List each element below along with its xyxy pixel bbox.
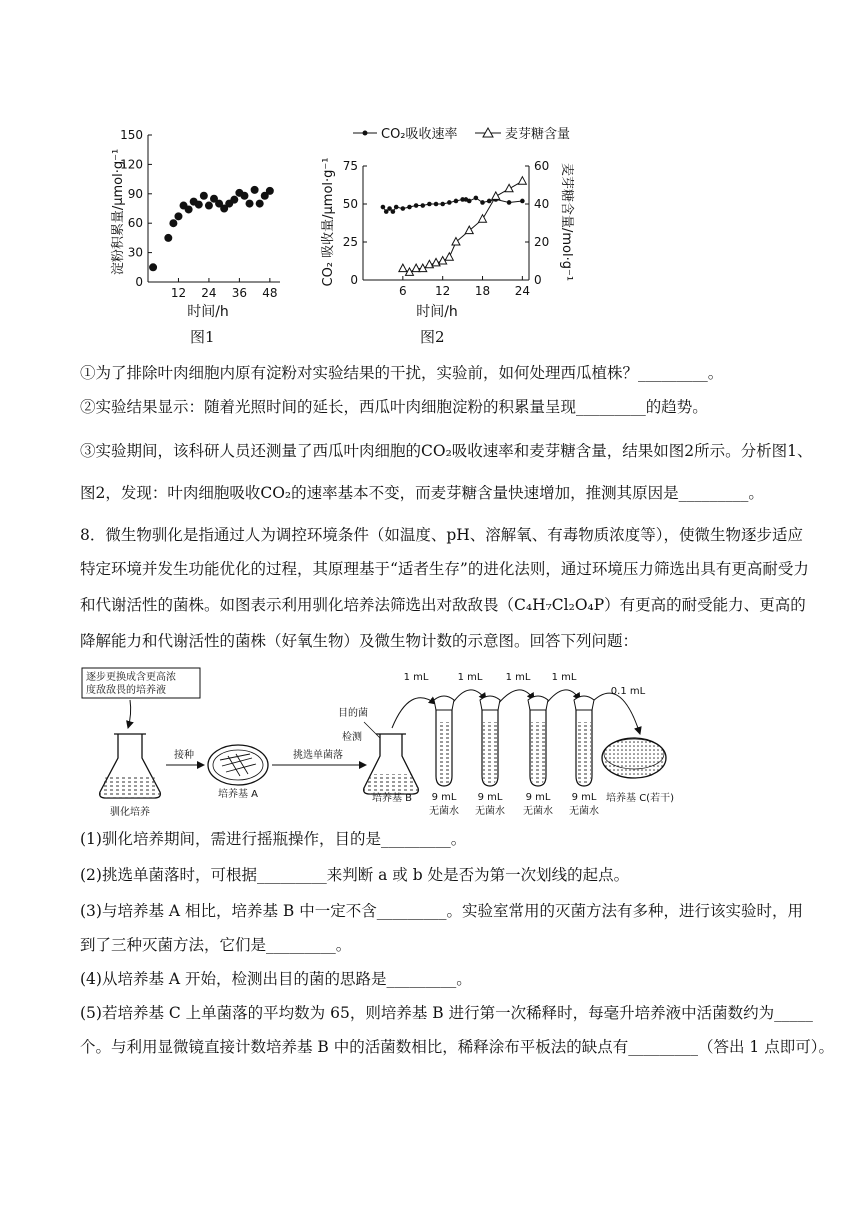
- co2-point: [420, 203, 425, 208]
- note-line2: 度敌敌畏的培养液: [86, 685, 166, 696]
- plate-a-label: 培养基 A: [217, 789, 259, 800]
- q8-question-5: (5)若培养基 C 上单菌落的平均数为 65，则培养基 B 进行第一次稀释时，每毫升培养液中活菌数约为_____: [80, 1004, 813, 1022]
- fig2-left-tick-label: 25: [342, 235, 358, 249]
- co2-point: [454, 199, 459, 204]
- co2-point: [467, 199, 472, 204]
- dilution-tube: [434, 696, 454, 786]
- plate-a: [208, 745, 268, 785]
- q8-question-5-cont: 个。与利用显微镜直接计数培养基 B 中的活菌数相比，稀释涂布平板法的缺点有_________（答出 1 点即可）。: [80, 1038, 834, 1056]
- maltose-point: [399, 264, 407, 272]
- dilution-tube: [480, 696, 500, 786]
- fig1-ylabel: 淀粉积累量/μmol·g⁻¹: [111, 148, 126, 276]
- co2-point: [427, 202, 432, 207]
- co2-point: [381, 205, 386, 210]
- q8-intro-2: 特定环境并发生功能优化的过程，其原理基于“适者生存”的进化法则，通过环境压力筛选出具有更高耐受力: [80, 560, 809, 578]
- tube-vol-2: 9 mL: [477, 792, 503, 803]
- fig1-ytick-label: 0: [135, 275, 143, 289]
- transfer-label-3: 1 mL: [505, 672, 531, 683]
- legend-co2-marker: [363, 131, 368, 136]
- fig1-point: [169, 219, 177, 227]
- fig1-point: [246, 200, 254, 208]
- fig1-point: [205, 202, 213, 210]
- maltose-point: [492, 192, 500, 200]
- tube-water-4: 无菌水: [569, 806, 599, 817]
- fig1-point: [230, 196, 238, 204]
- tube-water-2: 无菌水: [475, 806, 505, 817]
- fig2-right-tick-label: 40: [534, 197, 550, 211]
- fig2-ylabel-right: 麦芽糖含量/mol·g⁻¹: [559, 162, 574, 282]
- fig1-ytick-label: 30: [127, 245, 143, 260]
- q8-intro-3: 和代谢活性的菌株。如图表示利用驯化培养法筛选出对敌敌畏（C₄H₇Cl₂O₄P）有更高的耐受能力、更高的: [80, 596, 806, 614]
- fig1-ytick-label: 90: [127, 186, 143, 201]
- co2-point: [507, 200, 512, 205]
- fig2-right-tick-label: 0: [534, 273, 542, 287]
- fig1-ytick-label: 150: [120, 128, 143, 142]
- fig1-point: [251, 186, 259, 194]
- note-line1: 逐步更换成含更高浓: [86, 672, 176, 683]
- maltose-point: [505, 184, 513, 192]
- q8-question-1: (1)驯化培养期间，需进行摇瓶操作，目的是_________。: [80, 830, 467, 848]
- transfer-label-2: 1 mL: [457, 672, 483, 683]
- dilution-tube: [574, 696, 594, 786]
- q7-item-1: ①为了排除叶肉细胞内原有淀粉对实验结果的干扰，实验前，如何处理西瓜植株？_________。: [80, 364, 724, 382]
- q8-question-3-cont: 到了三种灭菌方法，它们是_________。: [80, 936, 352, 954]
- fig1-point: [266, 187, 274, 195]
- maltose-point: [465, 226, 473, 234]
- dilution-tube: [528, 696, 548, 786]
- fig1-point: [174, 212, 182, 220]
- flask-b-label: 培养基 B: [371, 793, 413, 804]
- fig2-xtick-label: 24: [514, 284, 531, 298]
- fig1-ytick-label: 60: [127, 216, 143, 231]
- fig2-xlabel: 时间/h: [416, 304, 458, 320]
- maltose-point: [518, 177, 526, 185]
- co2-point: [391, 209, 396, 214]
- co2-point: [480, 200, 485, 205]
- maltose-point: [452, 238, 460, 246]
- arrow2-label: 挑选单菌落: [293, 750, 343, 761]
- target-label: 目的菌: [338, 708, 368, 719]
- co2-point: [394, 205, 399, 210]
- final-transfer-label: 0.1 mL: [610, 686, 646, 697]
- detect-label: 检测: [342, 732, 362, 743]
- co2-point: [487, 199, 492, 204]
- q8-intro-4: 降解能力和代谢活性的菌株（好氧生物）及微生物计数的示意图。回答下列问题：: [80, 632, 639, 650]
- co2-point: [414, 203, 419, 208]
- fig2-xtick-label: 12: [435, 284, 451, 298]
- q7-item-3: ③实验期间，该科研人员还测量了西瓜叶肉细胞的CO₂吸收速率和麦芽糖含量，结果如图2所示。分析图1、: [80, 442, 813, 460]
- plate-c-label: 培养基 C(若干): [606, 793, 674, 804]
- domestication-diagram: [80, 664, 800, 824]
- q8-intro-1: 8．微生物驯化是指通过人为调控环境条件（如温度、pH、溶解氧、有毒物质浓度等），使微生物逐步适应: [80, 526, 804, 544]
- maltose-point: [479, 215, 487, 223]
- fig1-point: [185, 205, 193, 213]
- tube-vol-4: 9 mL: [571, 792, 597, 803]
- fig1-xtick-label: 24: [201, 286, 217, 300]
- fig1-point: [240, 192, 248, 200]
- co2-point: [520, 199, 525, 204]
- co2-point: [401, 206, 406, 211]
- fig1-caption: 图1: [190, 328, 215, 346]
- fig1-point: [256, 200, 264, 208]
- co2-point: [440, 202, 445, 207]
- fig1-point: [200, 192, 208, 200]
- maltose-point: [445, 253, 453, 261]
- figure1-chart: [100, 120, 300, 320]
- co2-point: [407, 205, 412, 210]
- flask-b: [364, 734, 419, 794]
- q7-item-3-cont: 图2，发现：叶肉细胞吸收CO₂的速率基本不变，而麦芽糖含量快速增加，推测其原因是_________。: [80, 484, 764, 502]
- plate-c: [602, 738, 666, 778]
- fig2-caption: 图2: [420, 328, 445, 346]
- legend-co2: CO₂吸收速率: [381, 127, 458, 142]
- tube-water-1: 无菌水: [429, 806, 459, 817]
- domestication-flask: [100, 734, 161, 798]
- fig2-right-tick-label: 60: [534, 159, 550, 173]
- fig2-xtick-label: 6: [399, 284, 407, 298]
- figure2-chart: [315, 120, 575, 320]
- co2-point: [474, 196, 479, 201]
- fig1-xtick-label: 12: [170, 286, 187, 300]
- fig2-left-tick-label: 50: [342, 197, 358, 211]
- fig2-left-tick-label: 75: [342, 159, 358, 173]
- fig2-ylabel-left: CO₂ 吸收量/μmol·g⁻¹: [321, 157, 336, 287]
- q8-question-2: (2)挑选单菌落时，可根据_________来判断 a 或 b 处是否为第一次划线的起点。: [80, 866, 630, 884]
- tube-vol-3: 9 mL: [525, 792, 551, 803]
- fig1-point: [149, 263, 157, 271]
- q8-question-3: (3)与培养基 A 相比，培养基 B 中一定不含_________。实验室常用的灭菌方法有多种，进行该实验时，用: [80, 902, 804, 920]
- co2-point: [447, 200, 452, 205]
- maltose-series-line: [403, 181, 523, 272]
- fig2-xtick-label: 18: [474, 284, 491, 298]
- transfer-label-4: 1 mL: [551, 672, 577, 683]
- arrow1-label: 接种: [174, 750, 194, 761]
- q8-question-4: (4)从培养基 A 开始，检测出目的菌的思路是_________。: [80, 970, 472, 988]
- tube-vol-1: 9 mL: [431, 792, 457, 803]
- fig1-xtick-label: 48: [262, 286, 278, 300]
- tube-water-3: 无菌水: [523, 806, 553, 817]
- transfer-label-1: 1 mL: [403, 672, 429, 683]
- q7-item-2: ②实验结果显示：随着光照时间的延长，西瓜叶肉细胞淀粉的积累量呈现_________的趋势。: [80, 398, 708, 416]
- fig1-ytick-label: 120: [120, 157, 143, 172]
- legend-maltose: 麦芽糖含量: [505, 127, 571, 142]
- fig1-xlabel: 时间/h: [187, 304, 229, 320]
- flask1-label: 驯化培养: [110, 807, 150, 818]
- fig2-left-tick-label: 0: [350, 273, 358, 287]
- fig1-point: [164, 234, 172, 242]
- co2-point: [434, 202, 439, 207]
- fig1-xtick-label: 36: [231, 286, 248, 300]
- fig2-right-tick-label: 20: [534, 235, 550, 249]
- fig1-point: [195, 201, 203, 209]
